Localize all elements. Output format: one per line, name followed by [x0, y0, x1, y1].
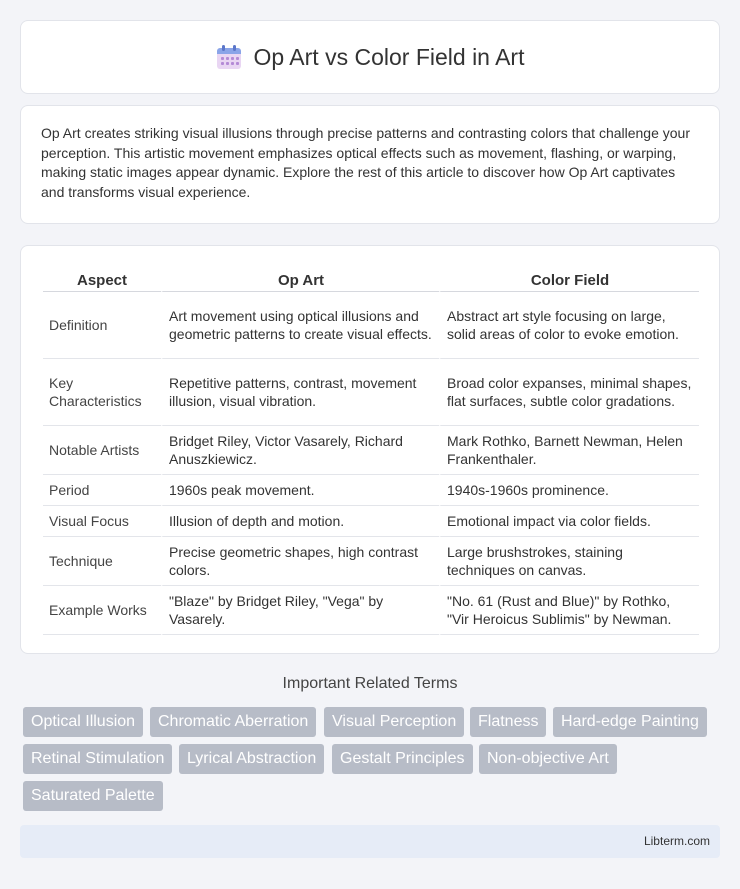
tag-optical-illusion[interactable]: Optical Illusion — [23, 707, 143, 737]
table-row — [43, 586, 699, 635]
row-color-field: 1940s-1960s prominence. — [439, 475, 699, 506]
header-card — [20, 20, 720, 94]
row-op-art: "Blaze" by Bridget Riley, "Vega" by Vasarely. — [161, 586, 439, 635]
page-title: Op Art vs Color Field in Art — [253, 43, 525, 70]
row-color-field: Broad color expanses, minimal shapes, flat surfaces, subtle color gradations. — [439, 359, 699, 426]
tag-gestalt-principles[interactable]: Gestalt Principles — [332, 744, 473, 774]
row-aspect: Technique — [43, 537, 161, 586]
tag-hard-edge-painting[interactable]: Hard-edge Painting — [553, 707, 707, 737]
tag-flatness[interactable]: Flatness — [470, 707, 546, 737]
row-color-field: Large brushstrokes, staining techniques on canvas. — [439, 537, 699, 586]
row-op-art: Bridget Riley, Victor Vasarely, Richard Anuszkiewicz. — [161, 426, 439, 475]
header-op-art: Op Art — [161, 266, 439, 292]
row-aspect: Notable Artists — [43, 426, 161, 475]
calendar-icon — [216, 44, 242, 70]
intro-text: Op Art creates striking visual illusions through precise patterns and contrasting colors that challenge your perception. This artistic movement emphasizes optical effects such as movement, flashing, or warping, making static images appear dynamic. Explore the rest of this article to discover how Op Art captivates and transforms visual experience. — [41, 125, 691, 200]
row-op-art: Art movement using optical illusions and geometric patterns to create visual effects. — [161, 292, 439, 359]
row-color-field: Emotional impact via color fields. — [439, 506, 699, 537]
table-row — [43, 359, 699, 426]
tag-visual-perception[interactable]: Visual Perception — [324, 707, 464, 737]
row-op-art: Repetitive patterns, contrast, movement illusion, visual vibration. — [161, 359, 439, 426]
header-aspect: Aspect — [43, 266, 161, 292]
row-aspect: Period — [43, 475, 161, 506]
row-op-art: Illusion of depth and motion. — [161, 506, 439, 537]
row-color-field: Mark Rothko, Barnett Newman, Helen Frankenthaler. — [439, 426, 699, 475]
footer-site-link[interactable]: Libterm.com — [643, 834, 710, 848]
row-aspect: Example Works — [43, 586, 161, 635]
comparison-card — [20, 245, 720, 654]
table-row — [43, 426, 699, 475]
tag-saturated-palette[interactable]: Saturated Palette — [23, 781, 163, 811]
tag-non-objective-art[interactable]: Non-objective Art — [479, 744, 617, 774]
table-row — [43, 292, 699, 359]
table-header-row — [43, 266, 699, 292]
table-row — [43, 537, 699, 586]
header-color-field: Color Field — [439, 266, 699, 292]
tag-chromatic-aberration[interactable]: Chromatic Aberration — [150, 707, 316, 737]
row-op-art: 1960s peak movement. — [161, 475, 439, 506]
row-aspect: Definition — [43, 292, 161, 359]
footer — [20, 825, 720, 858]
row-color-field: "No. 61 (Rust and Blue)" by Rothko, "Vir Heroicus Sublimis" by Newman. — [439, 586, 699, 635]
table-row — [43, 475, 699, 506]
row-aspect: Visual Focus — [43, 506, 161, 537]
comparison-table — [43, 266, 699, 635]
row-color-field: Abstract art style focusing on large, solid areas of color to evoke emotion. — [439, 292, 699, 359]
related-terms-title: Important Related Terms — [282, 675, 458, 692]
tag-retinal-stimulation[interactable]: Retinal Stimulation — [23, 744, 172, 774]
row-aspect: Key Characteristics — [43, 359, 161, 426]
table-row — [43, 506, 699, 537]
tag-lyrical-abstraction[interactable]: Lyrical Abstraction — [179, 744, 324, 774]
row-op-art: Precise geometric shapes, high contrast colors. — [161, 537, 439, 586]
intro-card — [20, 105, 720, 224]
